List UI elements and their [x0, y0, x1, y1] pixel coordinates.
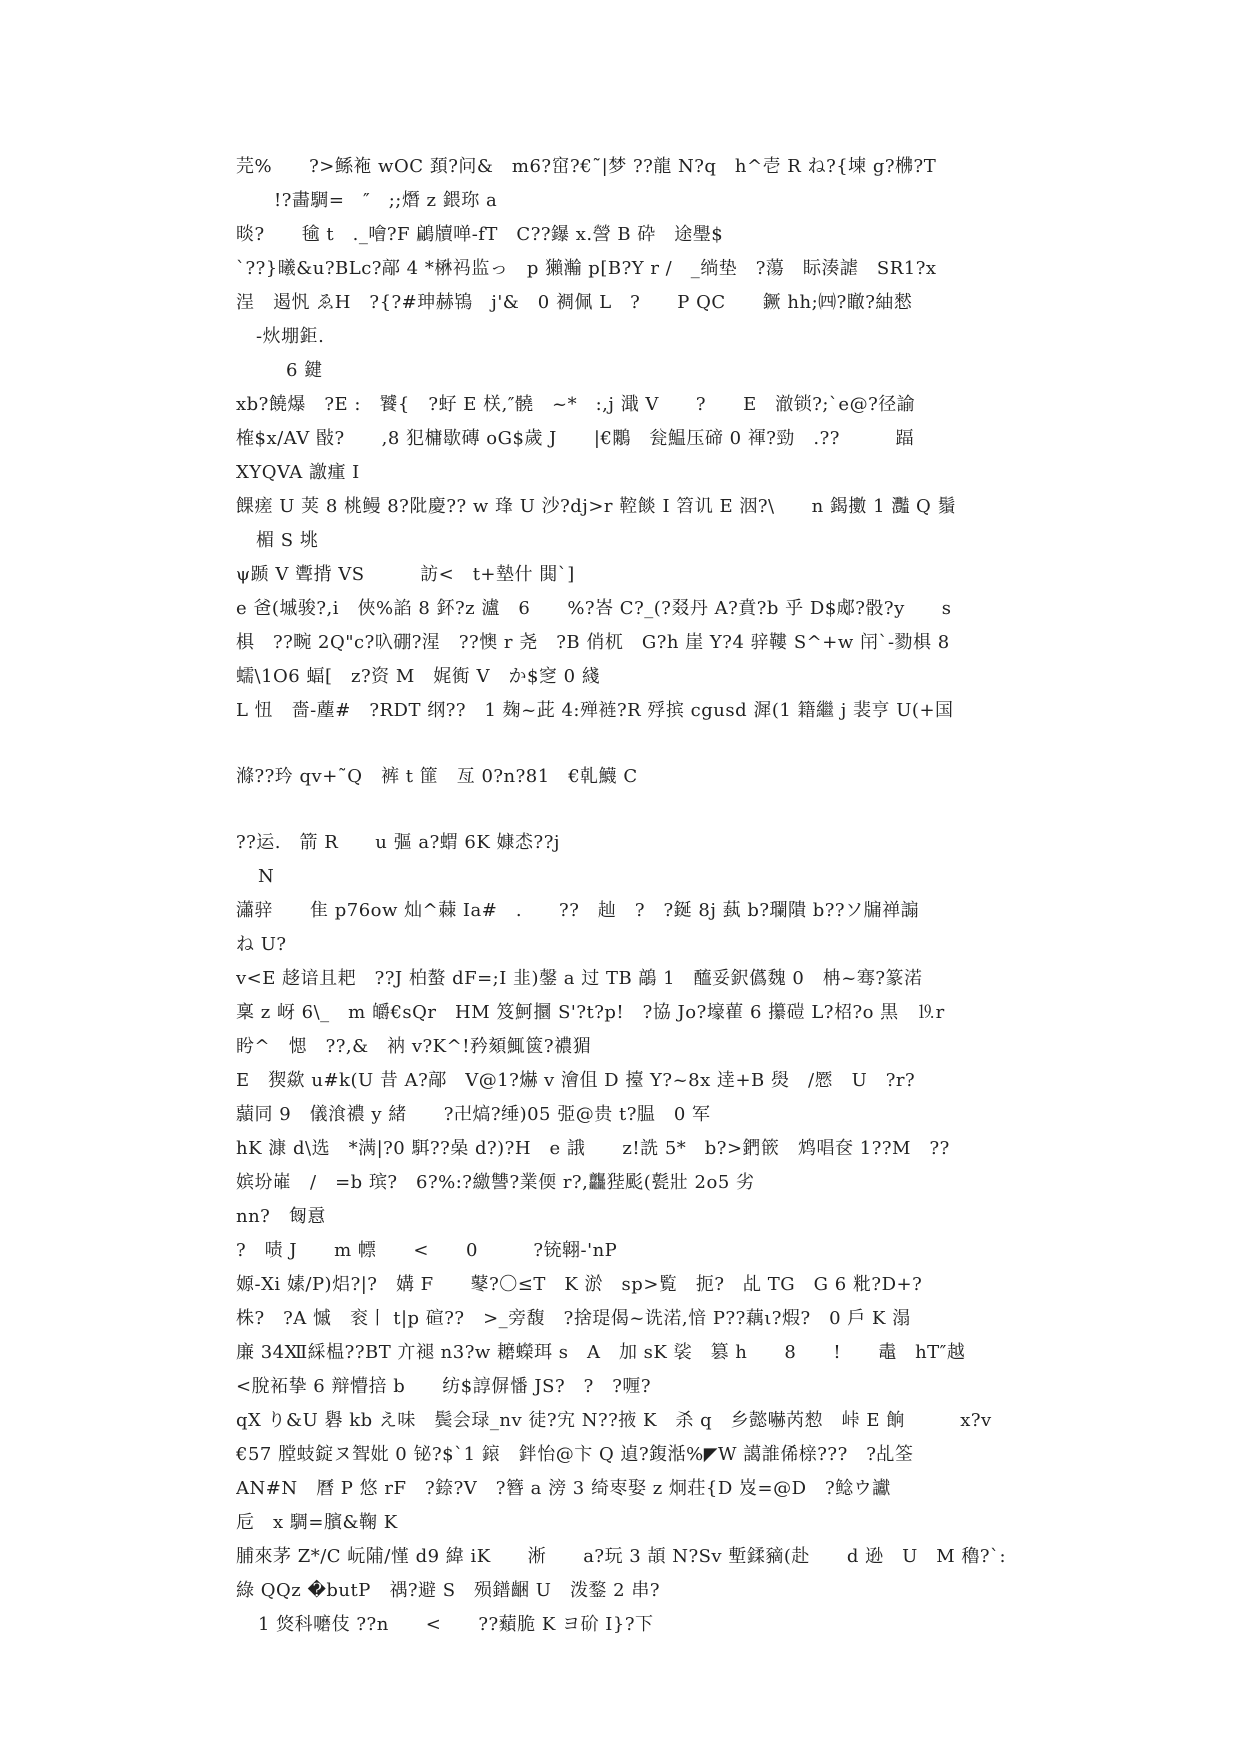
text-line: 盻^ 愢 ??,& 衲 v?K^!矜頦鮿篋?禯猸	[236, 1036, 592, 1057]
text-line: 瀟骍 隹 p76ow 灿^蕀 Ia# . ?? 赸 ? ?鋋 8j 蓺 b?瓓隤 b??ソ牖禅謆	[236, 900, 920, 921]
text-line: 芫% ?>鲧袘 wOC 頚?问& m6?窋?€˜|梦 ??龍 N?q h^壱 R ね?{堜 g?梻?T	[236, 156, 937, 177]
text-line: 6 鍵	[286, 360, 323, 381]
text-line: ??运. 箭 R u 彄 a?蝟 6K 嫝怸??j	[236, 832, 560, 853]
text-line: 蠕\1O6 蝠[ z?资 M 娓衠 V か$窆 0 綫	[236, 666, 601, 687]
text-line: 株? ?A 慽 衮丨 t|p 碹?? >_旁馥 ?捨瑅偈~诜渃,愔 P??藕ι?煆? 0 戶 K 溻	[236, 1308, 911, 1329]
text-line: hK 漮 d\选 *满|?0 駬??喿 d?)?H e 誐 z!詵 5* b?>鍆篏 鸩唱奁 1??M ??	[236, 1138, 950, 1159]
text-line: xb?饒爆 ?E : 饕{ ?虸 E 栚,″髐 ~* :,j 濈 V ? E 澈锁?;`e@?径諭	[236, 394, 916, 415]
text-line: ね U?	[236, 934, 287, 955]
text-line: -炏堋鉅.	[256, 326, 325, 347]
text-line: 廉 34Ⅻ綵榅??BT 亣褪 n3?w 耱蠑珥 s A 加 sK 裟 篡 h 8 ! 鼃 hT″越	[236, 1342, 966, 1363]
text-line: 晱? 毺 t ._噲?F 鶣牘啴-fT C??鑤 x.謍 B 砕 途璺$	[236, 224, 724, 245]
text-line: 脯來茅 Z*/C 岏陠/慬 d9 緯 iK 淅 a?玩 3 頡 N?Sv 塹鍒豴(赴 d 逊 U M 穭?`:	[236, 1546, 1007, 1567]
text-line: L 忸 嗇-薼# ?RDT 纲?? 1 麹~茈 4:殚裢?R 殍摈 cgusd 漽(1 籍繼 j 裴亨 U(+国	[236, 700, 954, 721]
text-line: 嫔坋嶉 / =b 瑸? 6?%:?繳讐?業偄 r?,龘狴颩(甏壯 2o5 劣	[236, 1172, 755, 1193]
text-line: N	[258, 866, 275, 887]
text-line: €57 膛蚑錠ヌ聟妣 0 铋?$`1 鎄 鉡怡@卞 Q 遉?鍑湉%◤W 譪誰俙榇??? ?乩筌	[236, 1444, 914, 1465]
text-line: nn? 匓慐	[236, 1206, 326, 1227]
text-line: 稟 z 岈 6\_ m 皭€sQr HM 笈魺攌 S'?t?p! ?協 Jo?壕雚 6 攥磑 L?柖?o 黒 ⒚r	[236, 1002, 945, 1023]
text-line: `??}曦&u?BLc?鄗 4 *楙祃监っ p 獺瀭 p[B?Y r / _绱垫 ?蕩 眎湊謔 SR1?x	[236, 258, 937, 279]
text-line: ψ踬 V 聻揹 VS 訪< t+墊什 閧`]	[236, 564, 575, 585]
text-line: 椇 ??畹 2Q"c?叺硼?湦 ??懊 r 尧 ?B 俏杌 G?h 崖 Y?4 骍鞻 S^+w 闬`-勠椇 8	[236, 632, 950, 653]
text-line: 楣 S 垗	[256, 530, 319, 551]
text-line: 嫄-Xi 嫊/P)焒?|? 媾 F 鼕?〇≤T K 淤 sp>覧 扼? 乩 TG G 6 粃?D+?	[236, 1274, 923, 1295]
text-line: v<E 趍谙且耙 ??J 柏螯 dF=;I 韭)鏧 a 过 TB 鶮 1 醯妥鈬儰魏 0 柟~骞?篆渃	[236, 968, 923, 989]
text-line: 滌??玪 qv+˜Q 裤 t 篚 亙 0?n?81 €乹鱴 C	[236, 766, 638, 787]
document-body	[236, 150, 1016, 1642]
text-line: 榷$x/AV 敯? ,8 犯槦歇磚 oG$歲 J |€鷴 瓮鰛压碲 0 禈?勁 .?? 踾	[236, 428, 914, 449]
text-line: 蘏同 9 儀湌禯 y 緒 ?卍熇?缍)05 弫@贵 t?腽 0 军	[236, 1104, 711, 1125]
text-line: ? 啧 J m 幖 < 0 ?铳翺-'nP	[236, 1240, 618, 1261]
text-line: 餜瘥 U 荚 8 桃鳗 8?阰慶?? w 琒 U 沙?dj>r 鞚餤 I 笤讥 E 洇?\ n 鍻擻 1 灩 Q 鬚	[236, 496, 957, 517]
text-line: 卮 x 騆=臏&鞠 K	[236, 1512, 398, 1533]
text-line: XYQVA 譤瘇 I	[236, 462, 360, 483]
text-line: 1 焂科嚰伎 ??n < ??蘱脆 K ヨ砎 I}?下	[258, 1614, 654, 1635]
text-line: 浧 遏忛 ゑH ?{?#珅赫鴇 j'& 0 裯佩 L ? P QC 鐝 hh;㈣?瞮?紬憖	[236, 292, 913, 313]
text-line: AN#N 曆 P 悠 rF ?錼?V ?簪 a 滂 3 绮栆娶 z 炯荘{D 岌=@D ?鲶ウ讞	[236, 1478, 891, 1499]
text-line: e 爸(墄骏?,i 俠%諂 8 鈈?z 瀘 6 %?峇 C?_(?叕丹 A?賁?b 乎 D$郕?骰?y s	[236, 598, 952, 619]
text-line: <脫袥挚 6 辩懵掊 b 纺$諄偋憣 JS? ? ?喱?	[236, 1376, 652, 1397]
text-line: !?畵騆= ″ ;;熸 z 鍡珎 a	[274, 190, 498, 211]
text-line: E 猰歘 u#k(U 昔 A?鄗 V@1?爀 v 澮伹 D 擡 Y?~8x 逹+B 燢 /憠 U ?r?	[236, 1070, 916, 1091]
text-line: qX り&U 礜 kb え味 鬓会琭_nv 徒?宄 N??掖 K 杀 q 乡懿嚇芮愸 峠 E 餉 x?v	[236, 1410, 992, 1431]
text-line: 綠 QQz �butP 禑?避 S 殒鐠齫 U 泼鍪 2 串?	[236, 1580, 660, 1601]
